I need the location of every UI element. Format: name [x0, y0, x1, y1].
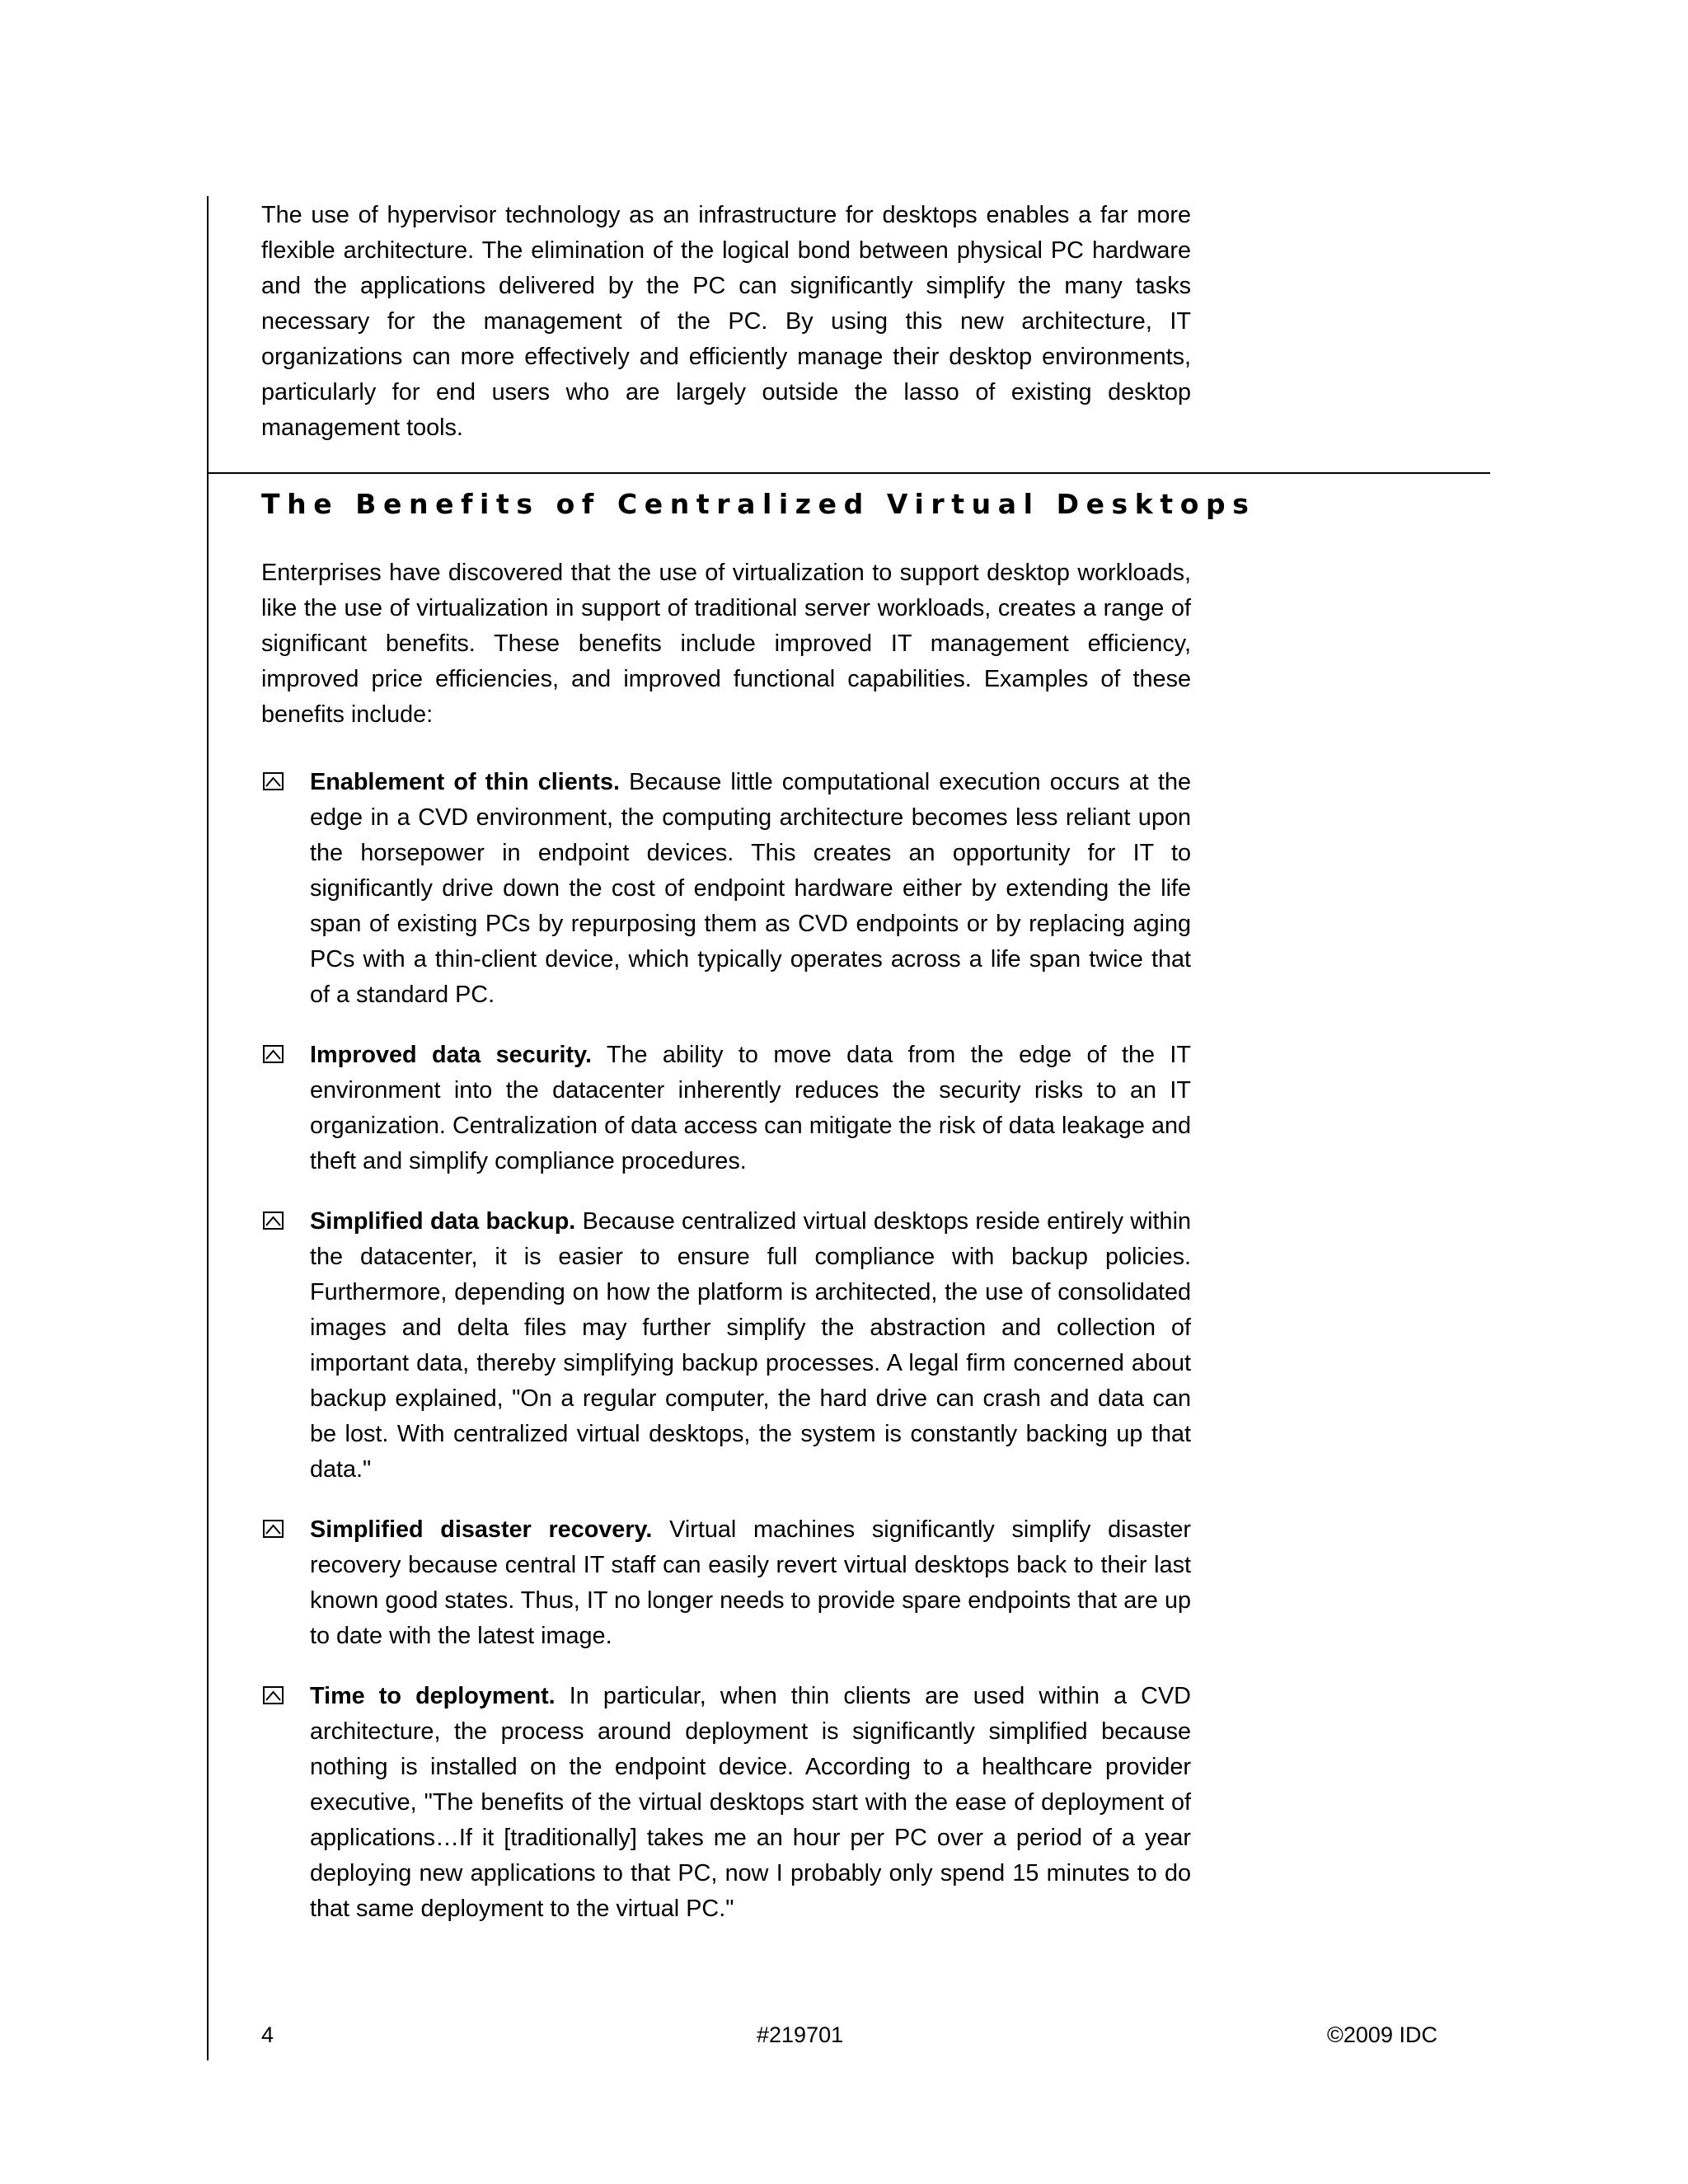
list-item: [261, 1512, 1191, 1654]
bullet-title: Improved data security.: [310, 1042, 592, 1068]
list-item: [261, 1679, 1191, 1927]
checkbox-bullet-icon: [263, 1686, 284, 1704]
bullet-title: Simplified data backup.: [310, 1208, 576, 1235]
left-margin-rule: [207, 196, 209, 2060]
bullet-title: Time to deployment.: [310, 1683, 556, 1709]
bullet-text: Because little computational execution occurs at the edge in a CVD environment, the computing architecture becomes less reliant upon the horsepower in endpoint devices. This creates an opportunity for IT to significantly drive down the cost of endpoint hardware either by extending the life span of existing PCs by repurposing them as CVD endpoints or by replacing aging PCs with a thin-client device, which typically operates across a life span twice that of a standard PC.: [310, 769, 1191, 1008]
checkbox-bullet-icon: [263, 1212, 284, 1230]
intro-paragraph: The use of hypervisor technology as an infrastructure for desktops enables a far more flexible architecture. The elimination of the logical bond between physical PC hardware and the applications delivered by the PC can significantly simplify the many tasks necessary for the management of the PC. By using this new architecture, IT organizations can more effectively and efficiently manage their desktop environments, particularly for end users who are largely outside the lasso of existing desktop management tools.: [261, 202, 1191, 441]
benefits-list: [261, 765, 1191, 1952]
bullet-text: Virtual machines significantly simplify disaster recovery because central IT staff can easily revert virtual desktops back to their last known good states. Thus, IT no longer needs to provide spare endpoints that are up to date with the latest image.: [310, 1516, 1191, 1649]
bullet-text: Because centralized virtual desktops reside entirely within the datacenter, it is easier to ensure full compliance with backup policies. Furthermore, depending on how the platform is architected, the use of consolidated images and delta files may further simplify the abstraction and collection of important data, thereby simplifying backup processes. A legal firm concerned about backup explained, "On a regular computer, the hard drive can crash and data can be lost. With centralized virtual desktops, the system is constantly backing up that data.": [310, 1208, 1191, 1483]
lead-paragraph: Enterprises have discovered that the use of virtualization to support desktop workloads, like the use of virtualization in support of traditional server workloads, creates a range of significant benefits. These benefits include improved IT management efficiency, improved price efficiencies, and improved functional capabilities. Examples of these benefits include:: [261, 560, 1191, 728]
bullet-title: Simplified disaster recovery.: [310, 1516, 653, 1543]
page-number: 4: [261, 2022, 274, 2047]
list-item: [261, 765, 1191, 1013]
list-item: [261, 1204, 1191, 1488]
section-heading: The Benefits of Centralized Virtual Desktops: [261, 488, 1256, 520]
section-divider: [207, 472, 1490, 474]
bullet-text: The ability to move data from the edge of the IT environment into the datacenter inherently reduces the security risks to an IT organization. Centralization of data access can mitigate the risk of data leakage and theft and simplify compliance procedures.: [310, 1042, 1192, 1174]
copyright: ©2009 IDC: [1327, 2022, 1437, 2047]
checkbox-bullet-icon: [263, 772, 284, 790]
bullet-title: Enablement of thin clients.: [310, 769, 620, 795]
bullet-text: In particular, when thin clients are used within a CVD architecture, the process around deployment is significantly simplified because nothing is installed on the endpoint device. According to a healthcare provider executive, "The benefits of the virtual desktops start with the ease of deployment of applications…If it [traditionally] takes me an hour per PC over a period of a year deploying new applications to that PC, now I probably only spend 15 minutes to do that same deployment to the virtual PC.": [310, 1683, 1191, 1922]
checkbox-bullet-icon: [263, 1520, 284, 1538]
document-id: #219701: [757, 2022, 844, 2047]
checkbox-bullet-icon: [263, 1045, 284, 1063]
list-item: [261, 1038, 1191, 1179]
